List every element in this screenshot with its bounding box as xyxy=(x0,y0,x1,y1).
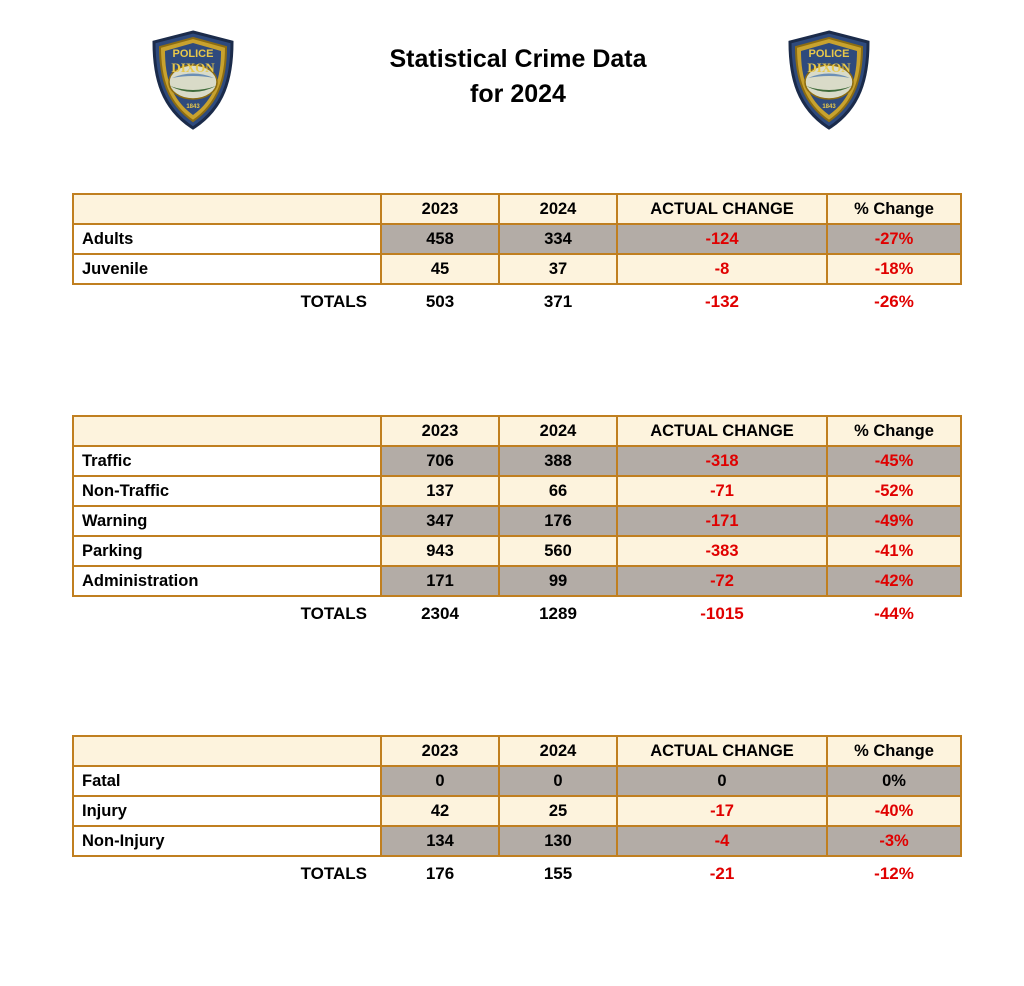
cell-2024: 0 xyxy=(499,766,617,796)
row-label: Parking xyxy=(73,536,381,566)
table-row xyxy=(73,446,961,476)
totals-row xyxy=(73,596,961,630)
cell-2023: 42 xyxy=(381,796,499,826)
cell-2023: 171 xyxy=(381,566,499,596)
row-label: Warning xyxy=(73,506,381,536)
cell-2024: 66 xyxy=(499,476,617,506)
table-row xyxy=(73,566,961,596)
totals-label: TOTALS xyxy=(300,603,367,623)
totals-actual-change: -21 xyxy=(709,863,735,883)
cell-actual-change: -8 xyxy=(617,254,827,284)
row-label: Non-Injury xyxy=(73,826,381,856)
cell-pct-change: -27% xyxy=(827,224,961,254)
table-row xyxy=(73,796,961,826)
row-label: Fatal xyxy=(73,766,381,796)
row-label: Traffic xyxy=(73,446,381,476)
header-cell-actual-change: ACTUAL CHANGE xyxy=(617,416,827,446)
cell-pct-change: -52% xyxy=(827,476,961,506)
cell-2024: 176 xyxy=(499,506,617,536)
totals-2023: 176 xyxy=(425,863,455,883)
cell-2024: 334 xyxy=(499,224,617,254)
table-header-row xyxy=(73,416,961,446)
table-row xyxy=(73,506,961,536)
arrests-table xyxy=(72,193,962,318)
cell-2024: 99 xyxy=(499,566,617,596)
page-header xyxy=(0,0,1024,150)
cell-2023: 45 xyxy=(381,254,499,284)
cell-pct-change: -40% xyxy=(827,796,961,826)
cell-2023: 943 xyxy=(381,536,499,566)
svg-text:POLICE: POLICE xyxy=(808,48,850,60)
cell-actual-change: -171 xyxy=(617,506,827,536)
totals-row xyxy=(73,284,961,318)
row-label: Injury xyxy=(73,796,381,826)
cell-actual-change: -4 xyxy=(617,826,827,856)
row-label: Administration xyxy=(73,566,381,596)
cell-pct-change: -41% xyxy=(827,536,961,566)
header-cell-blank xyxy=(73,736,381,766)
totals-pct-change: -26% xyxy=(874,291,914,311)
header-cell-2023: 2023 xyxy=(381,416,499,446)
table-header-row xyxy=(73,194,961,224)
cell-pct-change: -3% xyxy=(827,826,961,856)
row-label: Adults xyxy=(73,224,381,254)
cell-actual-change: -383 xyxy=(617,536,827,566)
accidents-table xyxy=(72,735,962,890)
cell-2024: 388 xyxy=(499,446,617,476)
header-cell-2024: 2024 xyxy=(499,736,617,766)
cell-2023: 134 xyxy=(381,826,499,856)
cell-pct-change: 0% xyxy=(827,766,961,796)
cell-2024: 25 xyxy=(499,796,617,826)
cell-2023: 347 xyxy=(381,506,499,536)
cell-actual-change: 0 xyxy=(617,766,827,796)
header-cell-2023: 2023 xyxy=(381,194,499,224)
header-cell-2024: 2024 xyxy=(499,416,617,446)
row-label: Non-Traffic xyxy=(73,476,381,506)
table-row xyxy=(73,766,961,796)
totals-actual-change: -132 xyxy=(704,291,740,311)
table-header-row xyxy=(73,736,961,766)
cell-pct-change: -45% xyxy=(827,446,961,476)
cell-actual-change: -124 xyxy=(617,224,827,254)
page-title xyxy=(262,42,774,111)
cell-2023: 137 xyxy=(381,476,499,506)
citations-table xyxy=(72,415,962,630)
cell-2023: 706 xyxy=(381,446,499,476)
police-badge-left-icon xyxy=(150,30,236,130)
table-row xyxy=(73,476,961,506)
header-cell-actual-change: ACTUAL CHANGE xyxy=(617,736,827,766)
totals-pct-change: -44% xyxy=(874,603,914,623)
header-cell-2024: 2024 xyxy=(499,194,617,224)
svg-text:DIXON: DIXON xyxy=(171,60,215,75)
totals-2024: 155 xyxy=(543,863,573,883)
row-label: Juvenile xyxy=(73,254,381,284)
totals-2023: 2304 xyxy=(421,603,459,623)
cell-pct-change: -49% xyxy=(827,506,961,536)
totals-label: TOTALS xyxy=(300,863,367,883)
table-row xyxy=(73,536,961,566)
citations-table-block xyxy=(72,415,960,630)
svg-text:POLICE: POLICE xyxy=(172,48,214,60)
totals-2024: 1289 xyxy=(539,603,577,623)
cell-2023: 458 xyxy=(381,224,499,254)
totals-pct-change: -12% xyxy=(874,863,914,883)
cell-actual-change: -17 xyxy=(617,796,827,826)
table-row xyxy=(73,254,961,284)
header-cell-pct-change: % Change xyxy=(827,416,961,446)
cell-actual-change: -72 xyxy=(617,566,827,596)
totals-actual-change: -1015 xyxy=(700,603,744,623)
cell-actual-change: -71 xyxy=(617,476,827,506)
header-cell-actual-change: ACTUAL CHANGE xyxy=(617,194,827,224)
totals-2024: 371 xyxy=(543,291,573,311)
arrests-table-block xyxy=(72,193,960,318)
cell-pct-change: -18% xyxy=(827,254,961,284)
header-cell-pct-change: % Change xyxy=(827,194,961,224)
table-row xyxy=(73,826,961,856)
table-row xyxy=(73,224,961,254)
cell-2024: 560 xyxy=(499,536,617,566)
svg-text:1843: 1843 xyxy=(186,104,200,110)
svg-text:1843: 1843 xyxy=(822,104,836,110)
header-cell-pct-change: % Change xyxy=(827,736,961,766)
cell-actual-change: -318 xyxy=(617,446,827,476)
police-badge-right-icon xyxy=(786,30,872,130)
totals-row xyxy=(73,856,961,890)
cell-2023: 0 xyxy=(381,766,499,796)
header-cell-blank xyxy=(73,416,381,446)
header-cell-blank xyxy=(73,194,381,224)
page-title-line2: for 2024 xyxy=(470,79,566,108)
totals-2023: 503 xyxy=(425,291,455,311)
accidents-table-block xyxy=(72,735,960,890)
svg-text:DIXON: DIXON xyxy=(807,60,851,75)
cell-2024: 130 xyxy=(499,826,617,856)
totals-label: TOTALS xyxy=(300,291,367,311)
cell-2024: 37 xyxy=(499,254,617,284)
header-cell-2023: 2023 xyxy=(381,736,499,766)
page-title-line1: Statistical Crime Data xyxy=(389,45,647,73)
cell-pct-change: -42% xyxy=(827,566,961,596)
